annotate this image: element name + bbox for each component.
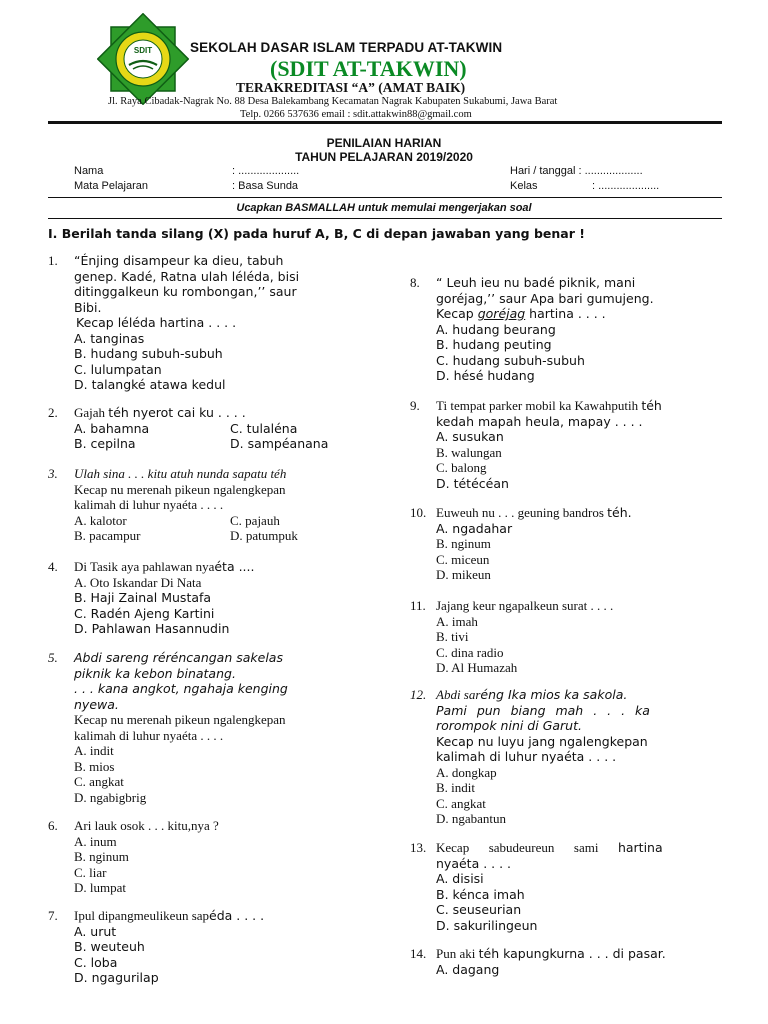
option-d[interactable]: D. tétécéan xyxy=(436,475,509,491)
option-a[interactable]: A. indit xyxy=(74,743,114,758)
question-4 xyxy=(48,559,362,637)
option-b[interactable]: B. hudang subuh-subuh xyxy=(74,346,223,361)
exam-year: TAHUN PELAJARAN 2019/2020 xyxy=(295,150,473,164)
school-logo xyxy=(97,13,189,105)
question-3 xyxy=(48,466,362,544)
question-stem xyxy=(436,275,722,322)
option-a[interactable]: A. dongkap xyxy=(436,764,497,780)
option-a[interactable]: A. tanginas xyxy=(74,330,145,346)
option-d[interactable]: D. ngagurilap xyxy=(74,970,159,985)
school-abbreviation: (SDIT AT-TAKWIN) xyxy=(270,56,467,81)
option-d[interactable]: D. Al Humazah xyxy=(436,660,518,675)
question-number: 10. xyxy=(410,505,427,520)
question-number: 4. xyxy=(48,559,58,574)
section-instruction: I. Berilah tanda silang (X) pada huruf A, B, C di depan jawaban yang benar ! xyxy=(48,226,585,241)
option-b[interactable]: B. indit xyxy=(436,780,476,795)
answer-options xyxy=(74,421,368,452)
option-a[interactable]: A. susukan xyxy=(436,429,504,444)
option-b[interactable]: B. cepilna xyxy=(74,436,136,451)
option-c[interactable]: C. pajauh xyxy=(230,512,280,528)
question-number: 2. xyxy=(48,405,58,420)
option-c[interactable]: C. seuseurian xyxy=(436,902,522,917)
question-stem: Ulah sina . . . kitu atuh nunda sapatu téh xyxy=(74,466,287,481)
info-divider xyxy=(48,197,722,198)
mapel-label: Mata Pelajaran xyxy=(74,180,148,192)
answer-options xyxy=(74,331,362,393)
question-number: 1. xyxy=(48,253,58,268)
stem-line: ditinggalkeun ku rombongan,’’ saur xyxy=(74,284,297,299)
option-b[interactable]: B. tivi xyxy=(436,629,469,644)
question-number: 7. xyxy=(48,908,58,923)
option-a[interactable]: A. dagang xyxy=(436,961,500,977)
question-number: 12. xyxy=(410,687,427,702)
option-c[interactable]: C. hudang subuh-subuh xyxy=(436,352,585,368)
answer-options xyxy=(436,962,722,978)
option-c[interactable]: C. loba xyxy=(74,954,118,970)
option-b[interactable]: B. walungan xyxy=(436,444,502,460)
question-stem: Abdi saréng Ika mios ka sakola. Pami pun biang mah . . . ka rorompok nini di Garut. xyxy=(436,687,650,733)
stem-line: “ Leuh ieu nu badé piknik, mani xyxy=(436,275,636,290)
option-d[interactable]: D. hésé hudang xyxy=(436,368,535,383)
exam-title: PENILAIAN HARIAN xyxy=(326,136,442,150)
stem-line: Abdi sareng réréncangan sakelas xyxy=(74,650,283,665)
question-prompt: Kecap léléda hartina . . . . xyxy=(76,315,237,330)
question-6 xyxy=(48,818,362,896)
option-d[interactable]: D. sakurilingeun xyxy=(436,917,538,933)
question-number: 3. xyxy=(48,466,58,481)
question-stem xyxy=(74,253,362,315)
bismillah-note: Ucapkan BASMALLAH untuk memulai mengerjakan soal xyxy=(236,202,532,214)
option-b[interactable]: B. nginum xyxy=(436,536,491,551)
nama-field: : .................... xyxy=(232,165,300,177)
option-c[interactable]: C. lulumpatan xyxy=(74,361,162,377)
question-stem: Euweuh nu . . . geuning bandros téh. xyxy=(436,505,632,520)
option-c[interactable]: C. dina radio xyxy=(436,644,504,660)
option-b[interactable]: B. nginum xyxy=(74,849,129,864)
answer-options xyxy=(436,765,722,827)
option-c[interactable]: C. Radén Ajeng Kartini xyxy=(74,605,215,621)
accreditation: TERAKREDITASI “A” (AMAT BAIK) xyxy=(236,80,466,95)
stem-line: Bibi. xyxy=(74,299,102,315)
option-d[interactable]: D. mikeun xyxy=(436,567,491,582)
answer-options xyxy=(436,429,722,491)
school-address: Jl. Raya Cibadak-Nagrak No. 88 Desa Balekambang Kecamatan Nagrak Kabupaten Sukabumi, Jawa Barat xyxy=(108,96,558,107)
school-contact: Telp. 0266 537636 email : sdit.attakwin88@gmail.com xyxy=(240,109,472,120)
question-number: 11. xyxy=(410,598,426,613)
answer-options xyxy=(74,834,362,896)
question-prompt: Kecap goréjag hartina . . . . xyxy=(436,306,606,321)
question-11 xyxy=(410,598,722,676)
option-c[interactable]: C. balong xyxy=(436,460,487,475)
option-d[interactable]: D. ngabantun xyxy=(436,811,507,826)
answer-options xyxy=(436,521,722,583)
option-a[interactable]: A. kalotor xyxy=(74,512,127,528)
question-10 xyxy=(410,505,722,583)
option-c[interactable]: C. tulaléna xyxy=(230,420,298,436)
option-d[interactable]: D. patumpuk xyxy=(230,528,298,543)
question-number: 6. xyxy=(48,818,58,833)
stem-line: . . . kana angkot, ngahaja kenging xyxy=(74,681,288,696)
option-a[interactable]: A. Oto Iskandar Di Nata xyxy=(74,574,202,590)
option-b[interactable]: B. Haji Zainal Mustafa xyxy=(74,590,212,605)
question-number: 8. xyxy=(410,275,420,290)
question-1 xyxy=(48,253,362,393)
option-a[interactable]: A. inum xyxy=(74,833,117,849)
hari-tanggal-field: Hari / tanggal : ................... xyxy=(510,165,643,177)
question-stem: Ipul dipangmeulikeun sapéda . . . . xyxy=(74,908,265,923)
kelas-label: Kelas xyxy=(510,180,538,192)
question-12 xyxy=(410,687,722,827)
option-d[interactable]: D. ngabigbrig xyxy=(74,789,147,805)
option-c[interactable]: C. miceun xyxy=(436,551,490,567)
question-stem: Kecap sabudeureun sami hartina nyaéta . . . . xyxy=(436,840,663,871)
option-c[interactable]: C. angkat xyxy=(74,774,124,789)
question-14 xyxy=(410,946,722,977)
kelas-field: : .................... xyxy=(592,180,660,192)
option-d[interactable]: D. talangké atawa kedul xyxy=(74,377,226,392)
answer-options xyxy=(74,513,362,544)
option-d[interactable]: D. sampéanana xyxy=(230,436,329,451)
question-5 xyxy=(48,650,362,805)
stem-line: goréjag,’’ saur Apa bari gumujeng. xyxy=(436,290,654,306)
option-a[interactable]: A. bahamna xyxy=(74,420,150,436)
question-7 xyxy=(48,908,362,986)
question-number: 9. xyxy=(410,398,420,413)
option-a[interactable]: A. hudang beurang xyxy=(436,321,556,337)
option-b[interactable]: B. mios xyxy=(74,758,115,774)
school-name: SEKOLAH DASAR ISLAM TERPADU AT-TAKWIN xyxy=(190,40,503,55)
question-stem: Ari lauk osok . . . kitu,nya ? xyxy=(74,818,219,833)
question-8 xyxy=(410,275,722,384)
option-d[interactable]: D. Pahlawan Hasannudin xyxy=(74,621,230,636)
stem-line: genep. Kadé, Ratna ulah léléda, bisi xyxy=(74,268,300,284)
stem-line: nyewa. xyxy=(74,696,119,712)
option-d[interactable]: D. lumpat xyxy=(74,880,126,895)
question-stem: Ti tempat parker mobil ka Kawahputih téh kedah mapah heula, mapay . . . . xyxy=(436,398,662,429)
question-13 xyxy=(410,840,722,933)
question-stem xyxy=(74,650,362,712)
question-2 xyxy=(48,405,368,452)
question-prompt: Kecap nu merenah pikeun ngalengkepan kalimah di luhur nyaéta . . . . xyxy=(74,712,286,743)
option-a[interactable]: A. disisi xyxy=(436,871,484,886)
option-a[interactable]: A. imah xyxy=(436,613,478,629)
question-stem: Gajah téh nyerot cai ku . . . . xyxy=(74,405,246,420)
question-number: 5. xyxy=(48,650,58,665)
question-number: 14. xyxy=(410,946,427,961)
option-b[interactable]: B. pacampur xyxy=(74,528,141,543)
option-b[interactable]: B. hudang peuting xyxy=(436,337,552,352)
mapel-field: : Basa Sunda xyxy=(232,180,299,192)
answer-options xyxy=(74,575,362,637)
answer-options xyxy=(436,871,722,933)
option-a[interactable]: A. ngadahar xyxy=(436,520,513,536)
question-prompt: Kecap nu merenah pikeun ngalengkepan kalimah di luhur nyaéta . . . . xyxy=(74,481,286,512)
option-c[interactable]: C. liar xyxy=(74,864,107,880)
header-divider xyxy=(48,121,722,124)
note-divider xyxy=(48,218,722,219)
stem-line: “Énjing disampeur ka dieu, tabuh xyxy=(74,253,284,268)
question-9 xyxy=(410,398,722,491)
answer-options xyxy=(436,322,722,384)
option-c[interactable]: C. angkat xyxy=(436,795,486,811)
question-stem: Di Tasik aya pahlawan nyaéta .... xyxy=(74,559,255,574)
question-stem: Pun aki téh kapungkurna . . . di pasar. xyxy=(436,946,666,961)
answer-options xyxy=(74,924,362,986)
answer-options xyxy=(74,743,362,805)
stem-line: piknik ka kebon binatang. xyxy=(74,665,236,681)
option-b[interactable]: B. kénca imah xyxy=(436,886,525,902)
answer-options xyxy=(436,614,722,676)
option-b[interactable]: B. weuteuh xyxy=(74,939,145,954)
nama-label: Nama xyxy=(74,165,104,177)
logo-text: SDIT xyxy=(133,46,153,55)
question-prompt: Kecap nu luyu jang ngalengkepan kalimah di luhur nyaéta . . . . xyxy=(436,733,648,764)
option-a[interactable]: A. urut xyxy=(74,923,117,939)
question-number: 13. xyxy=(410,840,427,855)
question-stem: Jajang keur ngapalkeun surat . . . . xyxy=(436,598,614,613)
